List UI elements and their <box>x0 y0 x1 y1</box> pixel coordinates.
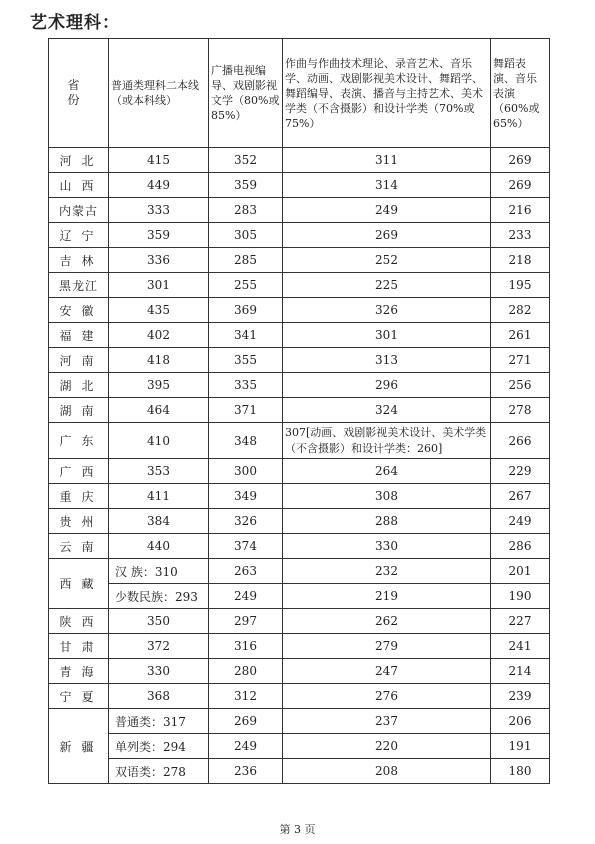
broadcast-score-cell: 249 <box>209 584 283 609</box>
dance-score-cell: 278 <box>491 398 550 423</box>
broadcast-score-cell: 305 <box>209 223 283 248</box>
table-row <box>49 323 550 348</box>
broadcast-score-cell: 269 <box>209 709 283 734</box>
table-row <box>49 348 550 373</box>
dance-score-cell: 206 <box>491 709 550 734</box>
broadcast-score-cell: 355 <box>209 348 283 373</box>
dance-score-cell: 214 <box>491 659 550 684</box>
broadcast-score-cell: 341 <box>209 323 283 348</box>
dance-score-cell: 266 <box>491 423 550 459</box>
composition-score-cell: 264 <box>283 459 491 484</box>
dance-score-cell: 269 <box>491 148 550 173</box>
header-dance: 舞蹈表演、音乐表演（60%或65%） <box>491 39 550 148</box>
dance-score-cell: 195 <box>491 273 550 298</box>
general-score-cell: 333 <box>109 198 209 223</box>
table-row <box>49 734 550 759</box>
composition-score-cell: 276 <box>283 684 491 709</box>
dance-score-cell: 233 <box>491 223 550 248</box>
broadcast-score-cell: 283 <box>209 198 283 223</box>
broadcast-score-cell: 369 <box>209 298 283 323</box>
province-cell: 内蒙古 <box>49 198 109 223</box>
dance-score-cell: 271 <box>491 348 550 373</box>
table-row <box>49 684 550 709</box>
composition-score-cell: 326 <box>283 298 491 323</box>
general-score-cell: 435 <box>109 298 209 323</box>
composition-score-cell: 225 <box>283 273 491 298</box>
table-row <box>49 709 550 734</box>
dance-score-cell: 190 <box>491 584 550 609</box>
province-cell: 安徽 <box>49 298 109 323</box>
dance-score-cell: 229 <box>491 459 550 484</box>
dance-score-cell: 216 <box>491 198 550 223</box>
province-cell: 广东 <box>49 423 109 459</box>
general-score-cell: 418 <box>109 348 209 373</box>
broadcast-score-cell: 255 <box>209 273 283 298</box>
province-cell: 重庆 <box>49 484 109 509</box>
broadcast-score-cell: 374 <box>209 534 283 559</box>
header-composition: 作曲与作曲技术理论、录音艺术、音乐学、动画、戏剧影视美术设计、舞蹈学、舞蹈编导、表演、播音与主持艺术、美术学类（不含摄影）和设计学类（70%或75%） <box>283 39 491 148</box>
general-score-cell: 415 <box>109 148 209 173</box>
broadcast-score-cell: 312 <box>209 684 283 709</box>
general-score-cell: 372 <box>109 634 209 659</box>
header-general: 普通类理科二本线（或本科线） <box>109 39 209 148</box>
dance-score-cell: 201 <box>491 559 550 584</box>
broadcast-score-cell: 349 <box>209 484 283 509</box>
province-cell: 湖北 <box>49 373 109 398</box>
composition-score-cell: 219 <box>283 584 491 609</box>
general-score-cell: 464 <box>109 398 209 423</box>
general-score-cell: 359 <box>109 223 209 248</box>
general-score-cell: 301 <box>109 273 209 298</box>
general-score-cell: 384 <box>109 509 209 534</box>
table-row <box>49 634 550 659</box>
broadcast-score-cell: 263 <box>209 559 283 584</box>
dance-score-cell: 180 <box>491 759 550 784</box>
table-row <box>49 248 550 273</box>
broadcast-score-cell: 300 <box>209 459 283 484</box>
general-score-cell: 402 <box>109 323 209 348</box>
composition-score-cell: 208 <box>283 759 491 784</box>
dance-score-cell: 227 <box>491 609 550 634</box>
general-score-cell: 449 <box>109 173 209 198</box>
table-row <box>49 223 550 248</box>
table-body <box>49 148 550 784</box>
table-row <box>49 659 550 684</box>
general-score-cell: 368 <box>109 684 209 709</box>
table-row <box>49 273 550 298</box>
province-cell: 河北 <box>49 148 109 173</box>
general-score-cell: 410 <box>109 423 209 459</box>
composition-score-cell: 249 <box>283 198 491 223</box>
dance-score-cell: 261 <box>491 323 550 348</box>
province-cell: 黑龙江 <box>49 273 109 298</box>
general-score-cell: 单列类：294 <box>109 734 209 759</box>
dance-score-cell: 249 <box>491 509 550 534</box>
dance-score-cell: 269 <box>491 173 550 198</box>
table-row <box>49 459 550 484</box>
general-score-cell: 330 <box>109 659 209 684</box>
table-row <box>49 584 550 609</box>
table-row <box>49 759 550 784</box>
general-score-cell: 少数民族：293 <box>109 584 209 609</box>
general-score-cell: 双语类：278 <box>109 759 209 784</box>
composition-score-cell: 296 <box>283 373 491 398</box>
composition-score-cell: 311 <box>283 148 491 173</box>
table-row <box>49 373 550 398</box>
broadcast-score-cell: 359 <box>209 173 283 198</box>
table-row <box>49 173 550 198</box>
composition-score-cell: 247 <box>283 659 491 684</box>
province-cell: 陕西 <box>49 609 109 634</box>
table-row <box>49 198 550 223</box>
general-score-cell: 395 <box>109 373 209 398</box>
composition-score-cell: 324 <box>283 398 491 423</box>
table-row <box>49 534 550 559</box>
province-cell: 青海 <box>49 659 109 684</box>
dance-score-cell: 239 <box>491 684 550 709</box>
dance-score-cell: 282 <box>491 298 550 323</box>
composition-score-cell: 288 <box>283 509 491 534</box>
page-title: 艺术理科： <box>30 13 120 33</box>
province-cell: 甘肃 <box>49 634 109 659</box>
dance-score-cell: 191 <box>491 734 550 759</box>
header-broadcast: 广播电视编导、戏剧影视文学（80%或85%） <box>209 39 283 148</box>
composition-score-cell: 307[动画、戏剧影视美术设计、美术学类（不含摄影）和设计学类：260] <box>283 423 491 459</box>
dance-score-cell: 241 <box>491 634 550 659</box>
header-province: 省 份 <box>49 39 109 148</box>
table-row <box>49 559 550 584</box>
composition-score-cell: 308 <box>283 484 491 509</box>
general-score-cell: 普通类：317 <box>109 709 209 734</box>
broadcast-score-cell: 280 <box>209 659 283 684</box>
table-row <box>49 423 550 459</box>
general-score-cell: 353 <box>109 459 209 484</box>
composition-score-cell: 314 <box>283 173 491 198</box>
province-cell: 山西 <box>49 173 109 198</box>
table-row <box>49 398 550 423</box>
province-cell: 湖南 <box>49 398 109 423</box>
table-row <box>49 509 550 534</box>
province-cell: 广西 <box>49 459 109 484</box>
general-score-cell: 440 <box>109 534 209 559</box>
score-table <box>48 38 550 784</box>
composition-score-cell: 330 <box>283 534 491 559</box>
broadcast-score-cell: 249 <box>209 734 283 759</box>
broadcast-score-cell: 297 <box>209 609 283 634</box>
broadcast-score-cell: 326 <box>209 509 283 534</box>
header-row <box>49 39 550 148</box>
composition-score-cell: 237 <box>283 709 491 734</box>
broadcast-score-cell: 348 <box>209 423 283 459</box>
composition-score-cell: 279 <box>283 634 491 659</box>
broadcast-score-cell: 371 <box>209 398 283 423</box>
general-score-cell: 411 <box>109 484 209 509</box>
composition-score-cell: 220 <box>283 734 491 759</box>
composition-score-cell: 262 <box>283 609 491 634</box>
table-row <box>49 298 550 323</box>
province-cell: 云南 <box>49 534 109 559</box>
composition-score-cell: 252 <box>283 248 491 273</box>
broadcast-score-cell: 236 <box>209 759 283 784</box>
dance-score-cell: 218 <box>491 248 550 273</box>
general-score-cell: 汉 族：310 <box>109 559 209 584</box>
dance-score-cell: 286 <box>491 534 550 559</box>
province-cell: 福建 <box>49 323 109 348</box>
general-score-cell: 336 <box>109 248 209 273</box>
broadcast-score-cell: 285 <box>209 248 283 273</box>
broadcast-score-cell: 352 <box>209 148 283 173</box>
broadcast-score-cell: 335 <box>209 373 283 398</box>
page-footer: 第 3 页 <box>279 823 316 836</box>
province-cell: 辽宁 <box>49 223 109 248</box>
composition-score-cell: 313 <box>283 348 491 373</box>
table-row <box>49 484 550 509</box>
table-row <box>49 148 550 173</box>
province-cell: 新疆 <box>49 709 109 784</box>
general-score-cell: 350 <box>109 609 209 634</box>
composition-score-cell: 269 <box>283 223 491 248</box>
composition-score-cell: 301 <box>283 323 491 348</box>
table-row <box>49 609 550 634</box>
province-cell: 西藏 <box>49 559 109 609</box>
composition-score-cell: 232 <box>283 559 491 584</box>
dance-score-cell: 256 <box>491 373 550 398</box>
province-cell: 河南 <box>49 348 109 373</box>
province-cell: 吉林 <box>49 248 109 273</box>
broadcast-score-cell: 316 <box>209 634 283 659</box>
dance-score-cell: 267 <box>491 484 550 509</box>
province-cell: 贵州 <box>49 509 109 534</box>
province-cell: 宁夏 <box>49 684 109 709</box>
